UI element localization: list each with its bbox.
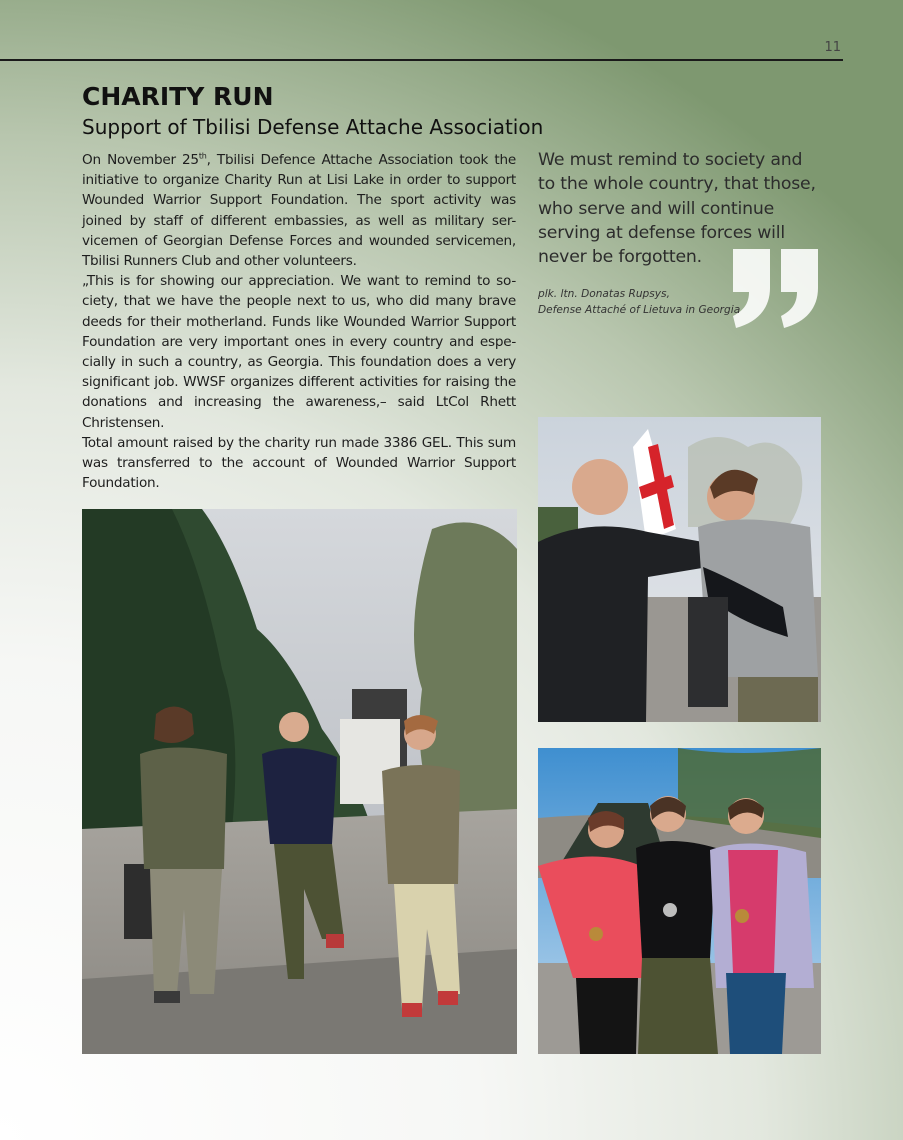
p1-text-start: On November 25 [82, 152, 199, 168]
body-paragraph-1 [82, 150, 516, 271]
quote-attribution [538, 286, 758, 318]
p1-text-end: , Tbilisi Defence Attache Association took the initiative to organize Charity Run at Lisi Lake in order to support Wounded Warrior Support Foundation. The sport activity was joined by staff of different embassies, as well as military ser-vicemen of Georgian Defense Forces and wounded servicemen, Tbilisi Runners Club and other volunteers. [82, 152, 516, 270]
header-rule [0, 59, 843, 61]
quote-author-name: plk. ltn. Donatas Rupsys, [538, 288, 670, 300]
pull-quote: We must remind to society and to the whole country, that those, who serve and will continue serving at defense forces will never be forgotten. [538, 150, 816, 268]
body-paragraph-2: „This is for showing our appreciation. We want to remind to so-ciety, that we have the people next to us, who did many brave deeds for their motherland. Funds like Wounded Warrior Support Foundation are very important ones in every country and espe-cially in such a country, as Georgia. This foundation does a very significant job. WWSF organizes different activities for raising the donations and increasing the awareness,– said LtCol Rhett Christensen. [82, 273, 516, 431]
p1-superscript: th [198, 151, 207, 161]
medal-ceremony-photo [538, 417, 821, 722]
quote-author-title: Defense Attaché of Lietuva in Georgia [538, 304, 741, 316]
article-title: CHARITY RUN [82, 82, 274, 111]
article-body [82, 150, 516, 493]
article-subtitle: Support of Tbilisi Defense Attache Association [82, 115, 544, 139]
body-paragraph-3: Total amount raised by the charity run made 3386 GEL. This sum was transferred to the account of Wounded Warrior Support Foundation. [82, 434, 516, 492]
runners-photo [82, 509, 517, 1054]
medalists-group-photo [538, 748, 821, 1054]
page-number: 11 [824, 40, 841, 55]
